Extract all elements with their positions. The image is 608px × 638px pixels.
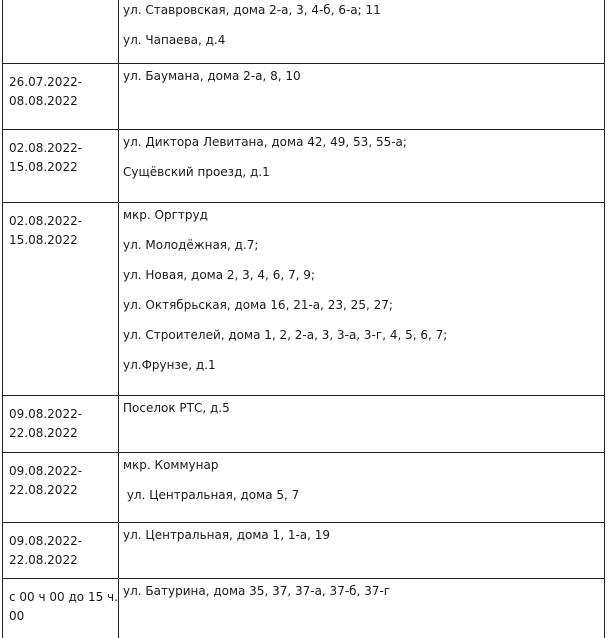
date-start: 26.07.2022- [9, 74, 83, 89]
address-line: ул. Баумана, дома 2-а, 8, 10 [123, 68, 301, 83]
date-start: 02.08.2022- [9, 213, 83, 228]
table-row [3, 395, 605, 452]
address-line: ул. Центральная, дома 1, 1-а, 19 [123, 527, 331, 542]
address-line: мкр. Оргтруд [123, 207, 208, 222]
address-line: ул. Чапаева, д.4 [123, 33, 226, 47]
address-line: Поселок РТС, д.5 [123, 400, 230, 415]
address-line: ул. Диктора Левитана, дома 42, 49, 53, 55-а; [123, 134, 407, 149]
address-cell [119, 202, 605, 395]
address-cell [119, 0, 605, 63]
address-line: ул. Молодёжная, д.7; [123, 237, 259, 252]
date-start: 09.08.2022- [9, 406, 83, 421]
time-range-end: 00 [9, 608, 25, 623]
table-row [3, 63, 605, 129]
table-row [3, 0, 605, 63]
address-line: ул. Строителей, дома 1, 2, 2-а, 3, 3-а, 3-г, 4, 5, 6, 7; [123, 327, 448, 342]
date-end: 22.08.2022 [9, 482, 78, 497]
shutoff-schedule-table [2, 0, 605, 638]
date-cell [3, 0, 119, 63]
address-cell [119, 63, 605, 129]
address-line: ул. Центральная, дома 5, 7 [123, 487, 300, 502]
date-start: 09.08.2022- [9, 533, 83, 548]
table-row [3, 578, 605, 638]
time-range-start: с 00 ч 00 до 15 ч. [9, 589, 118, 604]
address-line: ул. Новая, дома 2, 3, 4, 6, 7, 9; [123, 267, 315, 282]
date-cell [3, 395, 119, 452]
address-cell [119, 522, 605, 578]
address-line: ул. Батурина, дома 35, 37, 37-а, 37-б, 37-г [123, 583, 391, 598]
address-cell [119, 452, 605, 522]
table-row [3, 522, 605, 578]
address-line: ул. Октябрьская, дома 16, 21-а, 23, 25, 27; [123, 297, 393, 312]
address-cell [119, 395, 605, 452]
date-cell [3, 522, 119, 578]
date-end: 22.08.2022 [9, 552, 78, 567]
date-end: 22.08.2022 [9, 425, 78, 440]
date-cell [3, 452, 119, 522]
date-start: 09.08.2022- [9, 463, 83, 478]
date-end: 15.08.2022 [9, 232, 78, 247]
address-cell [119, 129, 605, 202]
date-cell [3, 63, 119, 129]
table-row [3, 129, 605, 202]
date-end: 08.08.2022 [9, 93, 78, 108]
table-row [3, 202, 605, 395]
date-cell [3, 578, 119, 638]
address-line: мкр. Коммунар [123, 457, 219, 472]
address-cell [119, 578, 605, 638]
date-end: 15.08.2022 [9, 159, 78, 174]
address-line: Сущёвский проезд, д.1 [123, 164, 270, 179]
address-line: ул. Ставровская, дома 2-а, 3, 4-б, 6-а; 11 [123, 3, 381, 17]
table-row [3, 452, 605, 522]
date-start: 02.08.2022- [9, 140, 83, 155]
date-cell [3, 129, 119, 202]
address-line: ул.Фрунзе, д.1 [123, 357, 216, 372]
date-cell [3, 202, 119, 395]
